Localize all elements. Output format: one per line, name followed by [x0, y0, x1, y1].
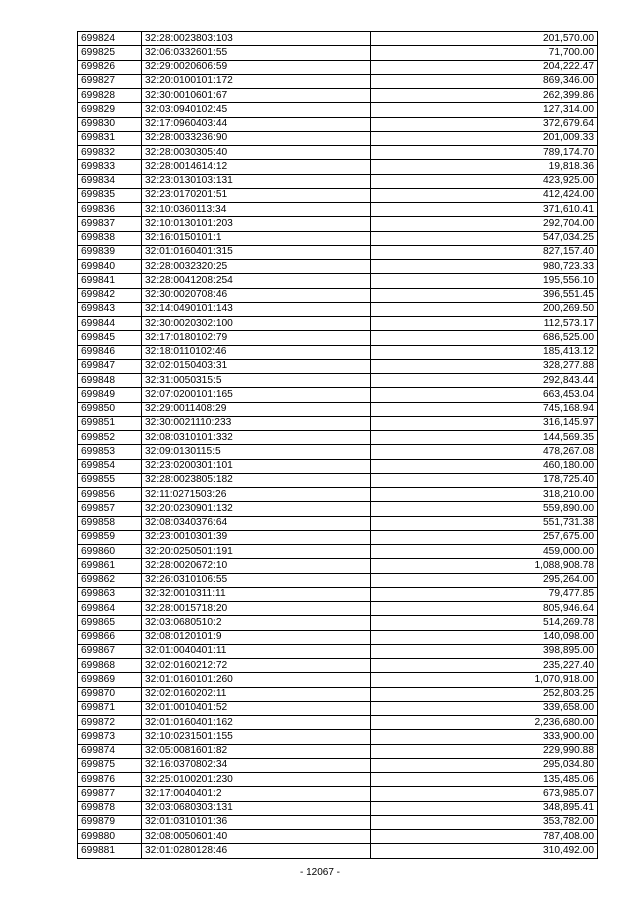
cadastral-number-cell: 32:17:0180102:79: [142, 331, 371, 345]
cadastral-number-cell: 32:28:0032320:25: [142, 260, 371, 274]
cadastral-number-cell: 32:31:0050315:5: [142, 374, 371, 388]
cadastral-number-cell: 32:06:0332601:55: [142, 46, 371, 60]
amount-cell: 328,277.88: [371, 359, 598, 373]
cadastral-number-cell: 32:03:0940102:45: [142, 103, 371, 117]
table-row: [78, 445, 598, 459]
cadastral-number-cell: 32:08:0340376:64: [142, 516, 371, 530]
row-id-cell: 699841: [78, 274, 142, 288]
amount-cell: 140,098.00: [371, 630, 598, 644]
row-id-cell: 699849: [78, 388, 142, 402]
cadastral-number-cell: 32:28:0020672:10: [142, 559, 371, 573]
amount-cell: 459,000.00: [371, 545, 598, 559]
table-row: [78, 32, 598, 46]
table-row: [78, 402, 598, 416]
table-row: [78, 758, 598, 772]
cadastral-number-cell: 32:28:0014614:12: [142, 160, 371, 174]
row-id-cell: 699875: [78, 758, 142, 772]
row-id-cell: 699866: [78, 630, 142, 644]
row-id-cell: 699869: [78, 673, 142, 687]
table-row: [78, 46, 598, 60]
amount-cell: 71,700.00: [371, 46, 598, 60]
cadastral-number-cell: 32:30:0020708:46: [142, 288, 371, 302]
row-id-cell: 699825: [78, 46, 142, 60]
cadastral-number-cell: 32:03:0680510:2: [142, 616, 371, 630]
table-row: [78, 844, 598, 858]
cadastral-number-cell: 32:23:0200301:101: [142, 459, 371, 473]
row-id-cell: 699878: [78, 801, 142, 815]
amount-cell: 185,413.12: [371, 345, 598, 359]
row-id-cell: 699832: [78, 146, 142, 160]
row-id-cell: 699857: [78, 502, 142, 516]
row-id-cell: 699839: [78, 245, 142, 259]
table-row: [78, 673, 598, 687]
amount-cell: 673,985.07: [371, 787, 598, 801]
cadastral-number-cell: 32:10:0130101:203: [142, 217, 371, 231]
amount-cell: 318,210.00: [371, 488, 598, 502]
row-id-cell: 699826: [78, 60, 142, 74]
row-id-cell: 699862: [78, 573, 142, 587]
table-row: [78, 74, 598, 88]
table-row: [78, 416, 598, 430]
amount-cell: 295,264.00: [371, 573, 598, 587]
row-id-cell: 699850: [78, 402, 142, 416]
amount-cell: 789,174.70: [371, 146, 598, 160]
table-row: [78, 573, 598, 587]
row-id-cell: 699863: [78, 587, 142, 601]
cadastral-number-cell: 32:30:0020302:100: [142, 317, 371, 331]
table-row: [78, 516, 598, 530]
cadastral-number-cell: 32:23:0010301:39: [142, 530, 371, 544]
row-id-cell: 699861: [78, 559, 142, 573]
amount-cell: 787,408.00: [371, 830, 598, 844]
table-row: [78, 431, 598, 445]
row-id-cell: 699837: [78, 217, 142, 231]
amount-cell: 1,088,908.78: [371, 559, 598, 573]
amount-cell: 551,731.38: [371, 516, 598, 530]
cadastral-number-cell: 32:30:0021110:233: [142, 416, 371, 430]
cadastral-number-cell: 32:01:0160401:315: [142, 245, 371, 259]
cadastral-number-cell: 32:07:0200101:165: [142, 388, 371, 402]
table-row: [78, 359, 598, 373]
amount-cell: 805,946.64: [371, 602, 598, 616]
cadastral-number-cell: 32:11:0271503:26: [142, 488, 371, 502]
amount-cell: 371,610.41: [371, 203, 598, 217]
table-row: [78, 302, 598, 316]
table-row: [78, 630, 598, 644]
row-id-cell: 699858: [78, 516, 142, 530]
row-id-cell: 699879: [78, 815, 142, 829]
table-row: [78, 117, 598, 131]
row-id-cell: 699874: [78, 744, 142, 758]
cadastral-number-cell: 32:02:0160212:72: [142, 659, 371, 673]
amount-cell: 339,658.00: [371, 701, 598, 715]
row-id-cell: 699877: [78, 787, 142, 801]
cadastral-number-cell: 32:14:0490101:143: [142, 302, 371, 316]
amount-cell: 348,895.41: [371, 801, 598, 815]
amount-cell: 1,070,918.00: [371, 673, 598, 687]
amount-cell: 79,477.85: [371, 587, 598, 601]
table-row: [78, 217, 598, 231]
row-id-cell: 699835: [78, 188, 142, 202]
amount-cell: 257,675.00: [371, 530, 598, 544]
row-id-cell: 699859: [78, 530, 142, 544]
records-table: [77, 31, 598, 859]
row-id-cell: 699847: [78, 359, 142, 373]
row-id-cell: 699848: [78, 374, 142, 388]
row-id-cell: 699830: [78, 117, 142, 131]
amount-cell: 2,236,680.00: [371, 716, 598, 730]
cadastral-number-cell: 32:29:0011408:29: [142, 402, 371, 416]
row-id-cell: 699824: [78, 32, 142, 46]
row-id-cell: 699851: [78, 416, 142, 430]
cadastral-number-cell: 32:28:0033236:90: [142, 131, 371, 145]
table-row: [78, 815, 598, 829]
row-id-cell: 699865: [78, 616, 142, 630]
cadastral-number-cell: 32:16:0370802:34: [142, 758, 371, 772]
table-row: [78, 701, 598, 715]
table-row: [78, 616, 598, 630]
page-number: - 12067 -: [299, 867, 341, 878]
row-id-cell: 699853: [78, 445, 142, 459]
cadastral-number-cell: 32:28:0015718:20: [142, 602, 371, 616]
table-row: [78, 89, 598, 103]
amount-cell: 252,803.25: [371, 687, 598, 701]
row-id-cell: 699829: [78, 103, 142, 117]
table-row: [78, 146, 598, 160]
cadastral-number-cell: 32:25:0100201:230: [142, 773, 371, 787]
amount-cell: 396,551.45: [371, 288, 598, 302]
cadastral-number-cell: 32:10:0231501:155: [142, 730, 371, 744]
cadastral-number-cell: 32:23:0130103:131: [142, 174, 371, 188]
row-id-cell: 699842: [78, 288, 142, 302]
cadastral-number-cell: 32:17:0960403:44: [142, 117, 371, 131]
amount-cell: 372,679.64: [371, 117, 598, 131]
table-row: [78, 787, 598, 801]
row-id-cell: 699845: [78, 331, 142, 345]
cadastral-number-cell: 32:01:0280128:46: [142, 844, 371, 858]
table-row: [78, 587, 598, 601]
cadastral-number-cell: 32:16:0150101:1: [142, 231, 371, 245]
amount-cell: 412,424.00: [371, 188, 598, 202]
amount-cell: 310,492.00: [371, 844, 598, 858]
amount-cell: 127,314.00: [371, 103, 598, 117]
table-row: [78, 60, 598, 74]
table-row: [78, 388, 598, 402]
records-table-container: [77, 31, 598, 859]
table-row: [78, 174, 598, 188]
amount-cell: 398,895.00: [371, 644, 598, 658]
amount-cell: 514,269.78: [371, 616, 598, 630]
amount-cell: 112,573.17: [371, 317, 598, 331]
table-row: [78, 288, 598, 302]
amount-cell: 262,399.86: [371, 89, 598, 103]
row-id-cell: 699876: [78, 773, 142, 787]
row-id-cell: 699828: [78, 89, 142, 103]
amount-cell: 19,818.36: [371, 160, 598, 174]
amount-cell: 869,346.00: [371, 74, 598, 88]
table-row: [78, 345, 598, 359]
row-id-cell: 699844: [78, 317, 142, 331]
row-id-cell: 699860: [78, 545, 142, 559]
row-id-cell: 699873: [78, 730, 142, 744]
cadastral-number-cell: 32:09:0130115:5: [142, 445, 371, 459]
amount-cell: 460,180.00: [371, 459, 598, 473]
amount-cell: 204,222.47: [371, 60, 598, 74]
table-row: [78, 245, 598, 259]
table-row: [78, 559, 598, 573]
amount-cell: 745,168.94: [371, 402, 598, 416]
amount-cell: 663,453.04: [371, 388, 598, 402]
table-row: [78, 160, 598, 174]
cadastral-number-cell: 32:08:0050601:40: [142, 830, 371, 844]
row-id-cell: 699846: [78, 345, 142, 359]
cadastral-number-cell: 32:01:0010401:52: [142, 701, 371, 715]
cadastral-number-cell: 32:20:0230901:132: [142, 502, 371, 516]
row-id-cell: 699868: [78, 659, 142, 673]
cadastral-number-cell: 32:28:0041208:254: [142, 274, 371, 288]
cadastral-number-cell: 32:30:0010601:67: [142, 89, 371, 103]
row-id-cell: 699840: [78, 260, 142, 274]
table-row: [78, 530, 598, 544]
amount-cell: 295,034.80: [371, 758, 598, 772]
row-id-cell: 699870: [78, 687, 142, 701]
cadastral-number-cell: 32:26:0310106:55: [142, 573, 371, 587]
row-id-cell: 699864: [78, 602, 142, 616]
table-row: [78, 188, 598, 202]
table-row: [78, 773, 598, 787]
row-id-cell: 699855: [78, 473, 142, 487]
amount-cell: 423,925.00: [371, 174, 598, 188]
table-row: [78, 545, 598, 559]
row-id-cell: 699856: [78, 488, 142, 502]
amount-cell: 478,267.08: [371, 445, 598, 459]
cadastral-number-cell: 32:18:0110102:46: [142, 345, 371, 359]
amount-cell: 292,704.00: [371, 217, 598, 231]
cadastral-number-cell: 32:20:0250501:191: [142, 545, 371, 559]
table-row: [78, 730, 598, 744]
table-row: [78, 317, 598, 331]
cadastral-number-cell: 32:28:0023805:182: [142, 473, 371, 487]
table-row: [78, 659, 598, 673]
row-id-cell: 699867: [78, 644, 142, 658]
row-id-cell: 699852: [78, 431, 142, 445]
row-id-cell: 699854: [78, 459, 142, 473]
cadastral-number-cell: 32:01:0160101:260: [142, 673, 371, 687]
table-row: [78, 744, 598, 758]
cadastral-number-cell: 32:23:0170201:51: [142, 188, 371, 202]
row-id-cell: 699827: [78, 74, 142, 88]
table-row: [78, 488, 598, 502]
table-row: [78, 374, 598, 388]
cadastral-number-cell: 32:32:0010311:11: [142, 587, 371, 601]
table-row: [78, 801, 598, 815]
amount-cell: 333,900.00: [371, 730, 598, 744]
amount-cell: 292,843.44: [371, 374, 598, 388]
table-row: [78, 103, 598, 117]
cadastral-number-cell: 32:17:0040401:2: [142, 787, 371, 801]
amount-cell: 200,269.50: [371, 302, 598, 316]
amount-cell: 135,485.06: [371, 773, 598, 787]
row-id-cell: 699880: [78, 830, 142, 844]
row-id-cell: 699871: [78, 701, 142, 715]
amount-cell: 195,556.10: [371, 274, 598, 288]
amount-cell: 353,782.00: [371, 815, 598, 829]
amount-cell: 686,525.00: [371, 331, 598, 345]
table-row: [78, 260, 598, 274]
amount-cell: 980,723.33: [371, 260, 598, 274]
row-id-cell: 699834: [78, 174, 142, 188]
row-id-cell: 699843: [78, 302, 142, 316]
cadastral-number-cell: 32:03:0680303:131: [142, 801, 371, 815]
cadastral-number-cell: 32:10:0360113:34: [142, 203, 371, 217]
table-row: [78, 716, 598, 730]
cadastral-number-cell: 32:29:0020606:59: [142, 60, 371, 74]
amount-cell: 201,009.33: [371, 131, 598, 145]
table-row: [78, 274, 598, 288]
cadastral-number-cell: 32:28:0023803:103: [142, 32, 371, 46]
cadastral-number-cell: 32:05:0081601:82: [142, 744, 371, 758]
cadastral-number-cell: 32:01:0310101:36: [142, 815, 371, 829]
amount-cell: 201,570.00: [371, 32, 598, 46]
table-row: [78, 131, 598, 145]
amount-cell: 547,034.25: [371, 231, 598, 245]
table-row: [78, 687, 598, 701]
row-id-cell: 699836: [78, 203, 142, 217]
cadastral-number-cell: 32:01:0160401:162: [142, 716, 371, 730]
amount-cell: 144,569.35: [371, 431, 598, 445]
table-row: [78, 830, 598, 844]
amount-cell: 229,990.88: [371, 744, 598, 758]
cadastral-number-cell: 32:08:0120101:9: [142, 630, 371, 644]
table-row: [78, 502, 598, 516]
row-id-cell: 699831: [78, 131, 142, 145]
row-id-cell: 699881: [78, 844, 142, 858]
amount-cell: 178,725.40: [371, 473, 598, 487]
cadastral-number-cell: 32:02:0160202:11: [142, 687, 371, 701]
table-row: [78, 473, 598, 487]
cadastral-number-cell: 32:28:0030305:40: [142, 146, 371, 160]
cadastral-number-cell: 32:08:0310101:332: [142, 431, 371, 445]
amount-cell: 559,890.00: [371, 502, 598, 516]
amount-cell: 316,145.97: [371, 416, 598, 430]
row-id-cell: 699872: [78, 716, 142, 730]
amount-cell: 235,227.40: [371, 659, 598, 673]
table-row: [78, 203, 598, 217]
table-row: [78, 644, 598, 658]
table-row: [78, 602, 598, 616]
amount-cell: 827,157.40: [371, 245, 598, 259]
cadastral-number-cell: 32:01:0040401:11: [142, 644, 371, 658]
cadastral-number-cell: 32:20:0100101:172: [142, 74, 371, 88]
table-row: [78, 459, 598, 473]
row-id-cell: 699838: [78, 231, 142, 245]
records-table-body: [78, 32, 598, 859]
table-row: [78, 331, 598, 345]
cadastral-number-cell: 32:02:0150403:31: [142, 359, 371, 373]
table-row: [78, 231, 598, 245]
row-id-cell: 699833: [78, 160, 142, 174]
